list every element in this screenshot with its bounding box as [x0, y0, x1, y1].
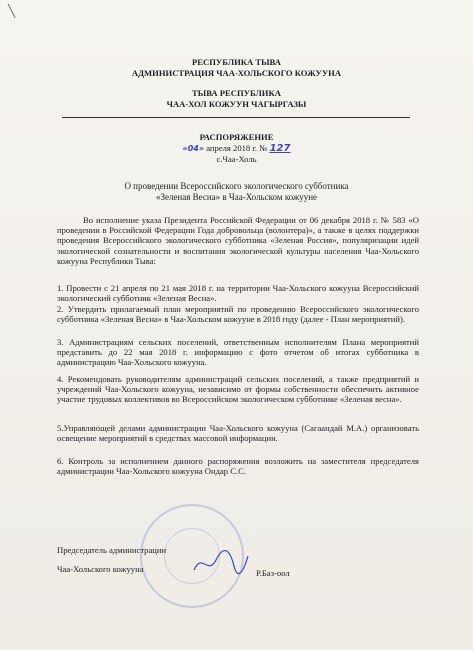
handwritten-signature — [190, 548, 250, 578]
body-paragraph-1: 1. Провести с 21 апреля по 21 мая 2018 г. на территории Чаа-Хольского кожууна Всероссийский экологический субботник «Зеленая Весна». — [57, 283, 419, 304]
header-divider — [62, 117, 410, 118]
document-type: РАСПОРЯЖЕНИЕ — [199, 132, 274, 142]
body-paragraph-5: 5.Управляющей делами администрации Чаа-Хольского кожууна (Сагаандай М.А.) организовать освещение мероприятий в средствах массовой информации. — [57, 423, 419, 444]
signatory-name: Р.Баз-оол — [256, 568, 290, 578]
document-title-line1: О проведении Всероссийского экологического субботника — [124, 181, 349, 191]
body-paragraph-3: 3. Администрациям сельских поселений, ответственным исполнителям Плана мероприятий представить до 22 мая 2018 г. информацию с фото отчетом об итогах субботника в администрацию Чаа-Хольского кожууна. — [57, 337, 419, 368]
header-republic: РЕСПУБЛИКА ТЫВА — [192, 57, 281, 67]
document-title-line2: «Зеленая Весна» в Чаа-Хольском кожууне — [155, 192, 318, 202]
document-date — [0, 143, 473, 154]
document-place: с.Чаа-Холь — [216, 154, 257, 164]
date-rest: апреля 2018 г. № — [206, 143, 268, 153]
scan-corner-mark: ╲ — [8, 4, 16, 18]
signature-title-line1: Председатель администрации — [57, 545, 167, 555]
header-administration-tuvan: ЧАА-ХОЛ КОЖУУН ЧАГЫРГАЗЫ — [166, 99, 307, 109]
signature-title-line2: Чаа-Хольского кожууна — [57, 564, 144, 574]
date-day-handwritten: «04» — [182, 144, 205, 153]
document-number-handwritten: 127 — [269, 143, 291, 154]
body-paragraph-2: 2. Утвердить прилагаемый план мероприятий по проведению Всероссийского экологического субботника «Зеленая Весна» в Чаа-Хольском кожууне в 2018 году (далее - План мероприятий). — [57, 304, 419, 325]
header-republic-tuvan: ТЫВА РЕСПУБЛИКА — [192, 88, 281, 98]
header-administration: АДМИНИСТРАЦИЯ ЧАА-ХОЛЬСКОГО КОЖУУНА — [131, 68, 342, 78]
body-intro: Во исполнение указа Президента Российской Федерации от 06 декабря 2018 г. № 583 «О проведении в Российской Федерации Года добровольца (волонтера)», а также в целях поддержки проведения Всероссийского экологического субботника «Зеленая Россия», популяризации идей экологической сознательности и воспитания экологической культуры населения Чаа-Хольского кожууна Республики Тыва: — [57, 215, 419, 266]
body-paragraph-4: 4. Рекомендовать руководителям администраций сельских поселений, а также предприятий и учреждений Чаа-Хольского кожууна, независимо от формы собственности обеспечить активное участие трудовых коллективов во Всероссийском экологическом субботнике «Зеленая весна». — [57, 374, 419, 405]
body-paragraph-6: 6. Контроль за исполнением данного распоряжения возложить на заместителя председателя администрации Чаа-Хольского кожууна Ондар С.С. — [57, 456, 419, 477]
